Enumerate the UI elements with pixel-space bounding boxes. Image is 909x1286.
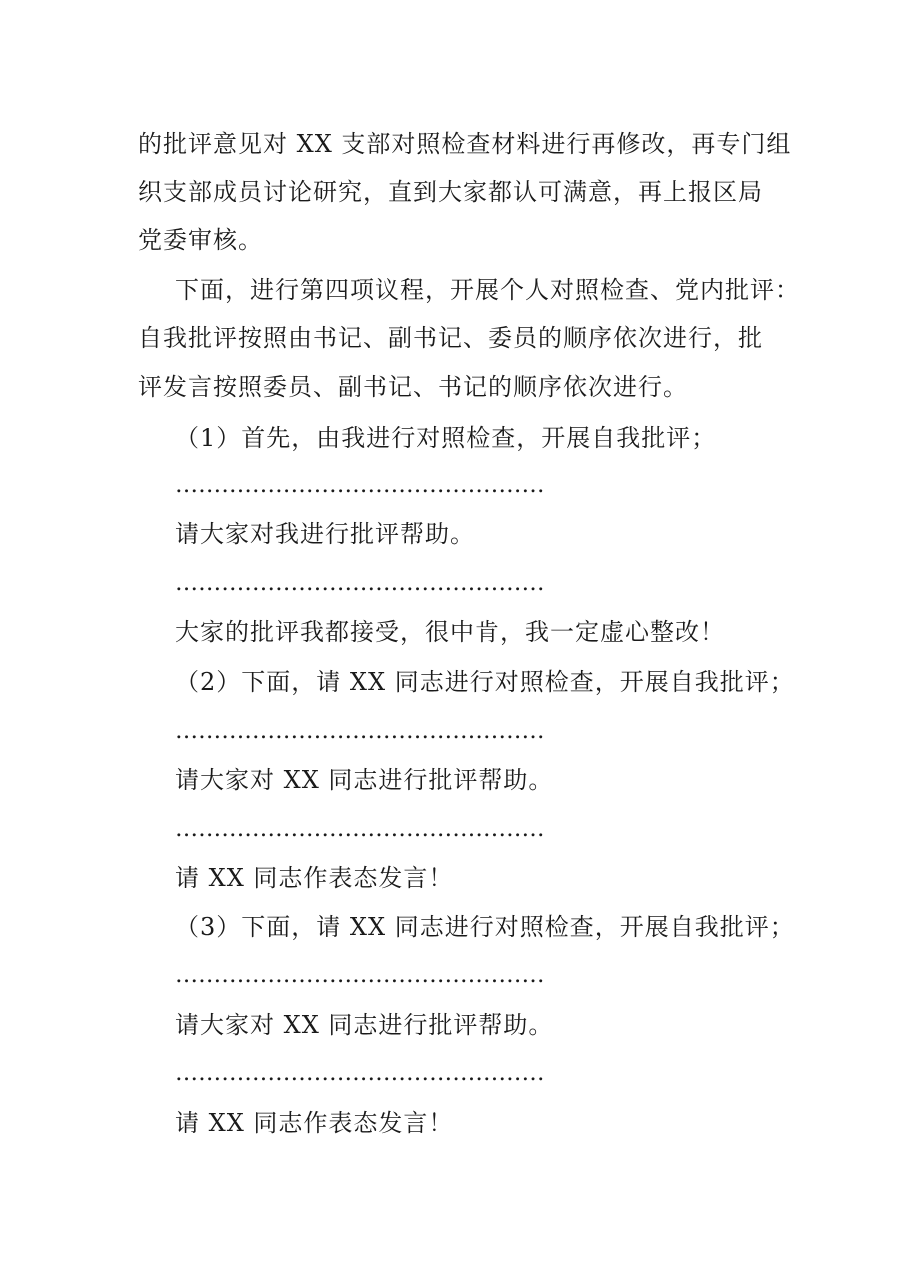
item-1-heading: （1）首先，由我进行对照检查，开展自我批评；	[175, 424, 717, 452]
item-1-ellipsis-1: …………………………………………	[175, 473, 545, 498]
paragraph-2-line-2: 自我批评按照由书记、副书记、委员的顺序依次进行，批	[138, 324, 763, 352]
item-3-request: 请大家对 XX 同志进行批评帮助。	[175, 1011, 554, 1039]
item-1-request: 请大家对我进行批评帮助。	[175, 520, 475, 548]
item-3-response: 请 XX 同志作表态发言！	[175, 1109, 454, 1137]
paragraph-2-line-3: 评发言按照委员、副书记、书记的顺序依次进行。	[138, 373, 688, 401]
item-2-ellipsis-1: …………………………………………	[175, 719, 545, 744]
item-2-heading: （2）下面，请 XX 同志进行对照检查，开展自我批评；	[175, 668, 795, 696]
paragraph-1-line-3: 党委审核。	[138, 226, 263, 254]
paragraph-1-line-1: 的批评意见对 XX 支部对照检查材料进行再修改，再专门组	[138, 130, 792, 158]
item-2-ellipsis-2: …………………………………………	[175, 817, 545, 842]
item-1-response: 大家的批评我都接受，很中肯，我一定虚心整改！	[175, 618, 725, 646]
item-2-request: 请大家对 XX 同志进行批评帮助。	[175, 766, 554, 794]
paragraph-2-line-1: 下面，进行第四项议程，开展个人对照检查、党内批评：	[175, 276, 800, 304]
paragraph-1-line-2: 织支部成员讨论研究，直到大家都认可满意，再上报区局	[138, 178, 763, 206]
item-3-heading: （3）下面，请 XX 同志进行对照检查，开展自我批评；	[175, 913, 795, 941]
item-3-ellipsis-1: …………………………………………	[175, 963, 545, 988]
item-3-ellipsis-2: …………………………………………	[175, 1061, 545, 1086]
item-2-response: 请 XX 同志作表态发言！	[175, 864, 454, 892]
item-1-ellipsis-2: …………………………………………	[175, 571, 545, 596]
